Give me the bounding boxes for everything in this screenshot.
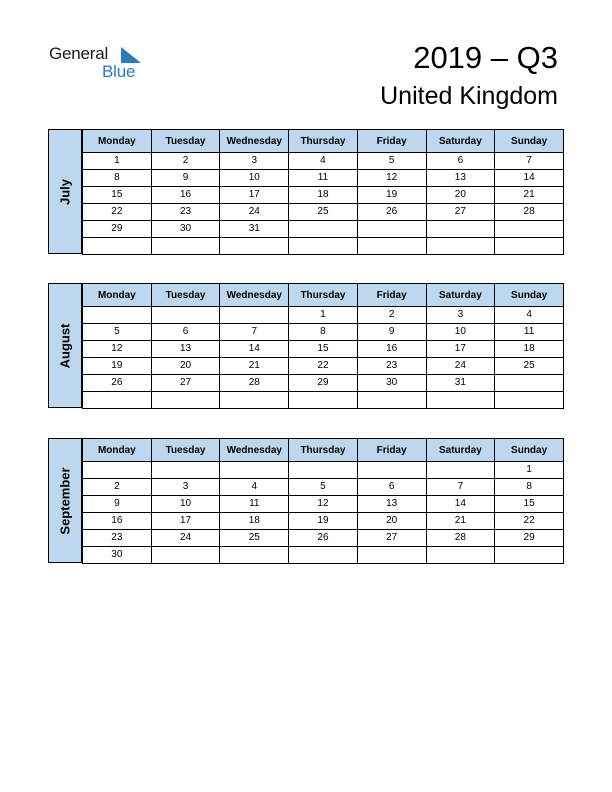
- day-cell: 15: [83, 187, 152, 204]
- day-cell: 20: [151, 358, 220, 375]
- day-cell: 14: [220, 341, 289, 358]
- weekday-header: Tuesday: [151, 130, 220, 153]
- weekday-header-row: [83, 439, 564, 462]
- week-row: [83, 204, 564, 221]
- day-cell: 31: [426, 375, 495, 392]
- day-cell: 2: [357, 307, 426, 324]
- week-row: [83, 307, 564, 324]
- day-cell: [151, 462, 220, 479]
- weekday-header: Wednesday: [220, 284, 289, 307]
- day-cell: 30: [151, 221, 220, 238]
- weekday-header: Thursday: [289, 439, 358, 462]
- day-cell: 4: [495, 307, 564, 324]
- day-cell: 18: [220, 513, 289, 530]
- day-cell: [495, 392, 564, 409]
- day-cell: 23: [357, 358, 426, 375]
- day-cell: 5: [289, 479, 358, 496]
- day-cell: 14: [495, 170, 564, 187]
- day-cell: 22: [83, 204, 152, 221]
- day-cell: 6: [357, 479, 426, 496]
- weekday-header: Tuesday: [151, 439, 220, 462]
- week-row: [83, 513, 564, 530]
- weekday-header: Tuesday: [151, 284, 220, 307]
- day-cell: 26: [289, 530, 358, 547]
- day-cell: [495, 547, 564, 564]
- day-cell: 1: [495, 462, 564, 479]
- day-cell: 17: [151, 513, 220, 530]
- day-cell: 25: [289, 204, 358, 221]
- day-cell: [83, 462, 152, 479]
- day-cell: 10: [220, 170, 289, 187]
- day-cell: [357, 547, 426, 564]
- day-cell: 18: [289, 187, 358, 204]
- day-cell: 19: [289, 513, 358, 530]
- week-row: [83, 496, 564, 513]
- day-cell: [426, 238, 495, 255]
- day-cell: 9: [357, 324, 426, 341]
- week-row: [83, 375, 564, 392]
- day-cell: [357, 392, 426, 409]
- day-cell: 12: [83, 341, 152, 358]
- day-cell: 27: [426, 204, 495, 221]
- day-cell: 26: [357, 204, 426, 221]
- month-block-july: [48, 129, 564, 254]
- day-cell: [220, 462, 289, 479]
- day-cell: 11: [220, 496, 289, 513]
- weekday-header: Thursday: [289, 284, 358, 307]
- day-cell: 12: [357, 170, 426, 187]
- day-cell: 8: [289, 324, 358, 341]
- day-cell: 21: [220, 358, 289, 375]
- month-name: August: [57, 323, 73, 368]
- week-row: [83, 187, 564, 204]
- day-cell: [220, 307, 289, 324]
- logo-triangle-icon: [121, 47, 141, 63]
- day-cell: [426, 547, 495, 564]
- day-cell: 5: [357, 153, 426, 170]
- day-cell: [426, 221, 495, 238]
- day-cell: 3: [426, 307, 495, 324]
- day-cell: [83, 307, 152, 324]
- day-cell: 18: [495, 341, 564, 358]
- day-cell: 29: [495, 530, 564, 547]
- week-row: [83, 358, 564, 375]
- day-cell: [426, 392, 495, 409]
- day-cell: [151, 307, 220, 324]
- day-cell: 13: [357, 496, 426, 513]
- page-title: 2019 – Q3: [413, 40, 558, 75]
- weekday-header: Friday: [357, 130, 426, 153]
- day-cell: [357, 462, 426, 479]
- day-cell: 7: [495, 153, 564, 170]
- weekday-header: Sunday: [495, 439, 564, 462]
- day-cell: 15: [495, 496, 564, 513]
- week-row: [83, 170, 564, 187]
- day-cell: [151, 238, 220, 255]
- day-cell: 14: [426, 496, 495, 513]
- month-table: [82, 438, 564, 564]
- day-cell: 16: [357, 341, 426, 358]
- day-cell: 6: [426, 153, 495, 170]
- month-side-label-cell: [48, 438, 82, 563]
- day-cell: 30: [357, 375, 426, 392]
- day-cell: 16: [151, 187, 220, 204]
- day-cell: 27: [357, 530, 426, 547]
- day-cell: [220, 392, 289, 409]
- day-cell: [495, 375, 564, 392]
- day-cell: 17: [220, 187, 289, 204]
- day-cell: [83, 238, 152, 255]
- day-cell: 10: [426, 324, 495, 341]
- day-cell: 7: [426, 479, 495, 496]
- day-cell: 31: [220, 221, 289, 238]
- day-cell: [426, 462, 495, 479]
- day-cell: 27: [151, 375, 220, 392]
- week-row: [83, 153, 564, 170]
- day-cell: 21: [426, 513, 495, 530]
- day-cell: 5: [83, 324, 152, 341]
- week-row: [83, 221, 564, 238]
- day-cell: 20: [426, 187, 495, 204]
- day-cell: 4: [289, 153, 358, 170]
- day-cell: 13: [151, 341, 220, 358]
- day-cell: 24: [220, 204, 289, 221]
- day-cell: [220, 547, 289, 564]
- day-cell: 1: [83, 153, 152, 170]
- day-cell: 8: [83, 170, 152, 187]
- weekday-header: Sunday: [495, 284, 564, 307]
- day-cell: 11: [495, 324, 564, 341]
- day-cell: [83, 392, 152, 409]
- day-cell: 17: [426, 341, 495, 358]
- week-row: [83, 479, 564, 496]
- month-name: July: [57, 178, 73, 205]
- day-cell: 23: [151, 204, 220, 221]
- month-block-august: [48, 283, 564, 408]
- weekday-header: Saturday: [426, 284, 495, 307]
- weekday-header-row: [83, 130, 564, 153]
- day-cell: [495, 221, 564, 238]
- weekday-header: Sunday: [495, 130, 564, 153]
- day-cell: [151, 547, 220, 564]
- day-cell: 19: [83, 358, 152, 375]
- day-cell: 22: [289, 358, 358, 375]
- day-cell: 10: [151, 496, 220, 513]
- day-cell: [495, 238, 564, 255]
- weekday-header: Saturday: [426, 130, 495, 153]
- day-cell: 24: [151, 530, 220, 547]
- weekday-header: Monday: [83, 439, 152, 462]
- day-cell: [357, 238, 426, 255]
- day-cell: 29: [83, 221, 152, 238]
- month-side-label-cell: [48, 129, 82, 254]
- day-cell: 26: [83, 375, 152, 392]
- day-cell: 28: [426, 530, 495, 547]
- day-cell: 15: [289, 341, 358, 358]
- month-side-label-cell: [48, 283, 82, 408]
- day-cell: 7: [220, 324, 289, 341]
- day-cell: [220, 238, 289, 255]
- day-cell: [289, 221, 358, 238]
- day-cell: 8: [495, 479, 564, 496]
- day-cell: 3: [220, 153, 289, 170]
- weekday-header: Saturday: [426, 439, 495, 462]
- day-cell: 19: [357, 187, 426, 204]
- weekday-header: Monday: [83, 130, 152, 153]
- day-cell: 3: [151, 479, 220, 496]
- day-cell: 28: [495, 204, 564, 221]
- day-cell: 2: [83, 479, 152, 496]
- weekday-header: Monday: [83, 284, 152, 307]
- weekday-header-row: [83, 284, 564, 307]
- weekday-header: Friday: [357, 284, 426, 307]
- logo: [49, 44, 149, 84]
- week-row: [83, 341, 564, 358]
- day-cell: 23: [83, 530, 152, 547]
- day-cell: 11: [289, 170, 358, 187]
- day-cell: 20: [357, 513, 426, 530]
- logo-text-blue: Blue: [102, 62, 136, 81]
- week-row: [83, 462, 564, 479]
- day-cell: 2: [151, 153, 220, 170]
- week-row: [83, 547, 564, 564]
- day-cell: 4: [220, 479, 289, 496]
- day-cell: 9: [151, 170, 220, 187]
- month-block-september: [48, 438, 564, 563]
- day-cell: [151, 392, 220, 409]
- weekday-header: Friday: [357, 439, 426, 462]
- day-cell: 1: [289, 307, 358, 324]
- day-cell: 22: [495, 513, 564, 530]
- day-cell: [289, 238, 358, 255]
- week-row: [83, 238, 564, 255]
- month-table: [82, 283, 564, 409]
- week-row: [83, 530, 564, 547]
- day-cell: [357, 221, 426, 238]
- day-cell: [289, 547, 358, 564]
- day-cell: 6: [151, 324, 220, 341]
- day-cell: 25: [220, 530, 289, 547]
- month-name: September: [57, 466, 73, 535]
- week-row: [83, 392, 564, 409]
- day-cell: [289, 392, 358, 409]
- day-cell: 25: [495, 358, 564, 375]
- day-cell: [289, 462, 358, 479]
- day-cell: 12: [289, 496, 358, 513]
- day-cell: 24: [426, 358, 495, 375]
- day-cell: 28: [220, 375, 289, 392]
- day-cell: 13: [426, 170, 495, 187]
- week-row: [83, 324, 564, 341]
- weekday-header: Wednesday: [220, 130, 289, 153]
- month-table: [82, 129, 564, 255]
- day-cell: 29: [289, 375, 358, 392]
- weekday-header: Thursday: [289, 130, 358, 153]
- day-cell: 16: [83, 513, 152, 530]
- logo-text-general: General: [49, 44, 109, 63]
- page-subtitle: United Kingdom: [380, 82, 558, 110]
- day-cell: 21: [495, 187, 564, 204]
- day-cell: 30: [83, 547, 152, 564]
- day-cell: 9: [83, 496, 152, 513]
- weekday-header: Wednesday: [220, 439, 289, 462]
